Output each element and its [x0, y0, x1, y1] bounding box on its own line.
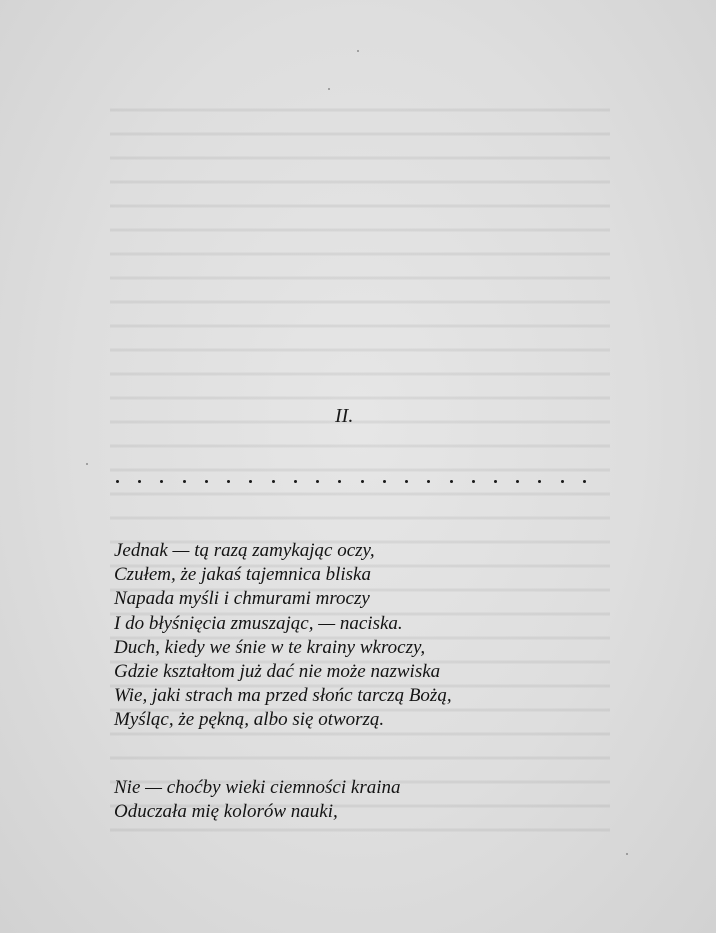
verse-line: Gdzie kształtom już dać nie może nazwiska [114, 661, 441, 683]
verse-line: Czułem, że jakaś tajemnica bliska [114, 564, 371, 586]
verse-line: Myśląc, że pękną, albo się otworzą. [114, 709, 385, 731]
paper-speck [328, 88, 330, 90]
paper-speck [626, 853, 628, 855]
verse-line: I do błyśnięcia zmuszając, — naciska. [114, 612, 403, 634]
section-number: II. [335, 405, 354, 427]
paper-speck [86, 463, 88, 465]
verse-line: Wie, jaki strach ma przed słońc tarczą Bożą, [114, 685, 452, 707]
verse-line: Nie — choćby wieki ciemności kraina [114, 777, 401, 798]
dotted-separator [116, 474, 586, 488]
paper-speck [357, 50, 359, 52]
verse-line: Oduczała mię kolorów nauki, [114, 801, 338, 823]
verse-line: Duch, kiedy we śnie w te krainy wkroczy, [114, 636, 426, 658]
verse-line: Napada myśli i chmurami mroczy [114, 588, 370, 610]
stanza-2 [114, 776, 401, 824]
bleed-through-texture [110, 90, 610, 850]
verse-line: Jednak — tą razą zamykając oczy, [114, 540, 375, 561]
stanza-1 [114, 539, 452, 733]
